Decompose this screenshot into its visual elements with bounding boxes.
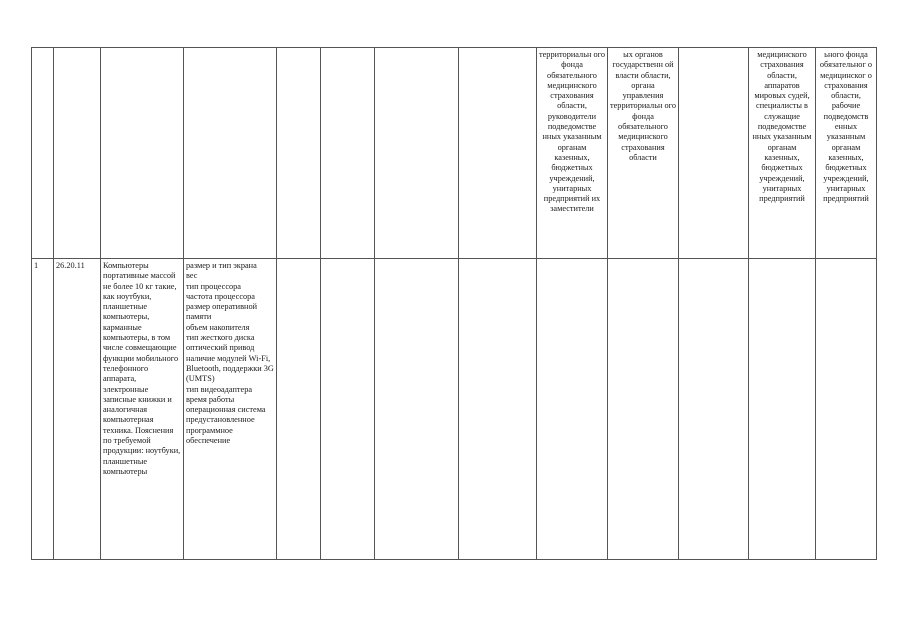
empty-cell bbox=[816, 259, 877, 560]
characteristic-item: размер оперативной памяти bbox=[186, 302, 258, 322]
characteristic-item: тип жесткого диска bbox=[186, 333, 255, 343]
header-cell bbox=[375, 48, 459, 259]
header-cell-territorial-fund-managers: территориальн ого фонда обязательного медицинского страхования области, руководители подведомстве нных указанным органам казенных, бюджетных учреждений, унитарных предприятий их заместители bbox=[537, 48, 608, 259]
requirements-table bbox=[31, 47, 877, 560]
empty-cell bbox=[537, 259, 608, 560]
header-cell bbox=[54, 48, 101, 259]
product-name-cell: Компьютеры портативные массой не более 10 кг такие, как ноутбуки, планшетные компьютеры, карманные компьютеры, в том числе совмещающие функции мобильного телефонного аппарата, электронные записные книжки и аналогичная компьютерная техника. Пояснения по требуемой продукции: ноутбуки, планшетные компьютеры bbox=[101, 259, 184, 560]
characteristic-item: операционная система bbox=[186, 405, 266, 415]
characteristic-item: размер и тип экрана bbox=[186, 261, 257, 270]
header-cell bbox=[321, 48, 375, 259]
header-cell bbox=[679, 48, 749, 259]
header-cell bbox=[277, 48, 321, 259]
empty-cell bbox=[277, 259, 321, 560]
characteristic-item: объем накопителя bbox=[186, 322, 250, 332]
row-number-cell: 1 bbox=[32, 259, 54, 560]
header-cell bbox=[184, 48, 277, 259]
characteristic-item: наличие модулей Wi-Fi, Bluetooth, поддержки 3G (UMTS) bbox=[186, 353, 274, 384]
document-table-container bbox=[31, 47, 876, 560]
header-cell-state-authorities: ых органов государственн ой власти области, органа управления территориальн ого фонда обязательного медицинского страхования области bbox=[608, 48, 679, 259]
table-row bbox=[32, 259, 877, 560]
empty-cell bbox=[608, 259, 679, 560]
empty-cell bbox=[321, 259, 375, 560]
characteristic-item: время работы bbox=[186, 394, 235, 404]
empty-cell bbox=[679, 259, 749, 560]
characteristic-item: вес bbox=[186, 271, 198, 281]
header-cell bbox=[32, 48, 54, 259]
header-cell-workers: ьного фонда обязательног о медицинског о страхования области, рабочие подведомств енных указанным органам казенных, бюджетных учреждений, унитарных предприятий bbox=[816, 48, 877, 259]
empty-cell bbox=[459, 259, 537, 560]
characteristic-item: тип видеоадаптера bbox=[186, 384, 253, 394]
okpd-code-cell: 26.20.11 bbox=[54, 259, 101, 560]
characteristics-cell bbox=[184, 259, 277, 560]
header-cell bbox=[101, 48, 184, 259]
empty-cell bbox=[375, 259, 459, 560]
header-cell bbox=[459, 48, 537, 259]
characteristic-item: тип процессора bbox=[186, 281, 241, 291]
characteristic-item: предустановленное программное обеспечение bbox=[186, 415, 255, 446]
empty-cell bbox=[749, 259, 816, 560]
characteristic-item: оптический привод bbox=[186, 343, 255, 353]
table-header-row bbox=[32, 48, 877, 259]
header-cell-specialists: медицинского страхования области, аппаратов мировых судей, специалисты в служащие подведомстве нных указанным органам казенных, бюджетных учреждений, унитарных предприятий bbox=[749, 48, 816, 259]
characteristic-item: частота процессора bbox=[186, 291, 255, 301]
